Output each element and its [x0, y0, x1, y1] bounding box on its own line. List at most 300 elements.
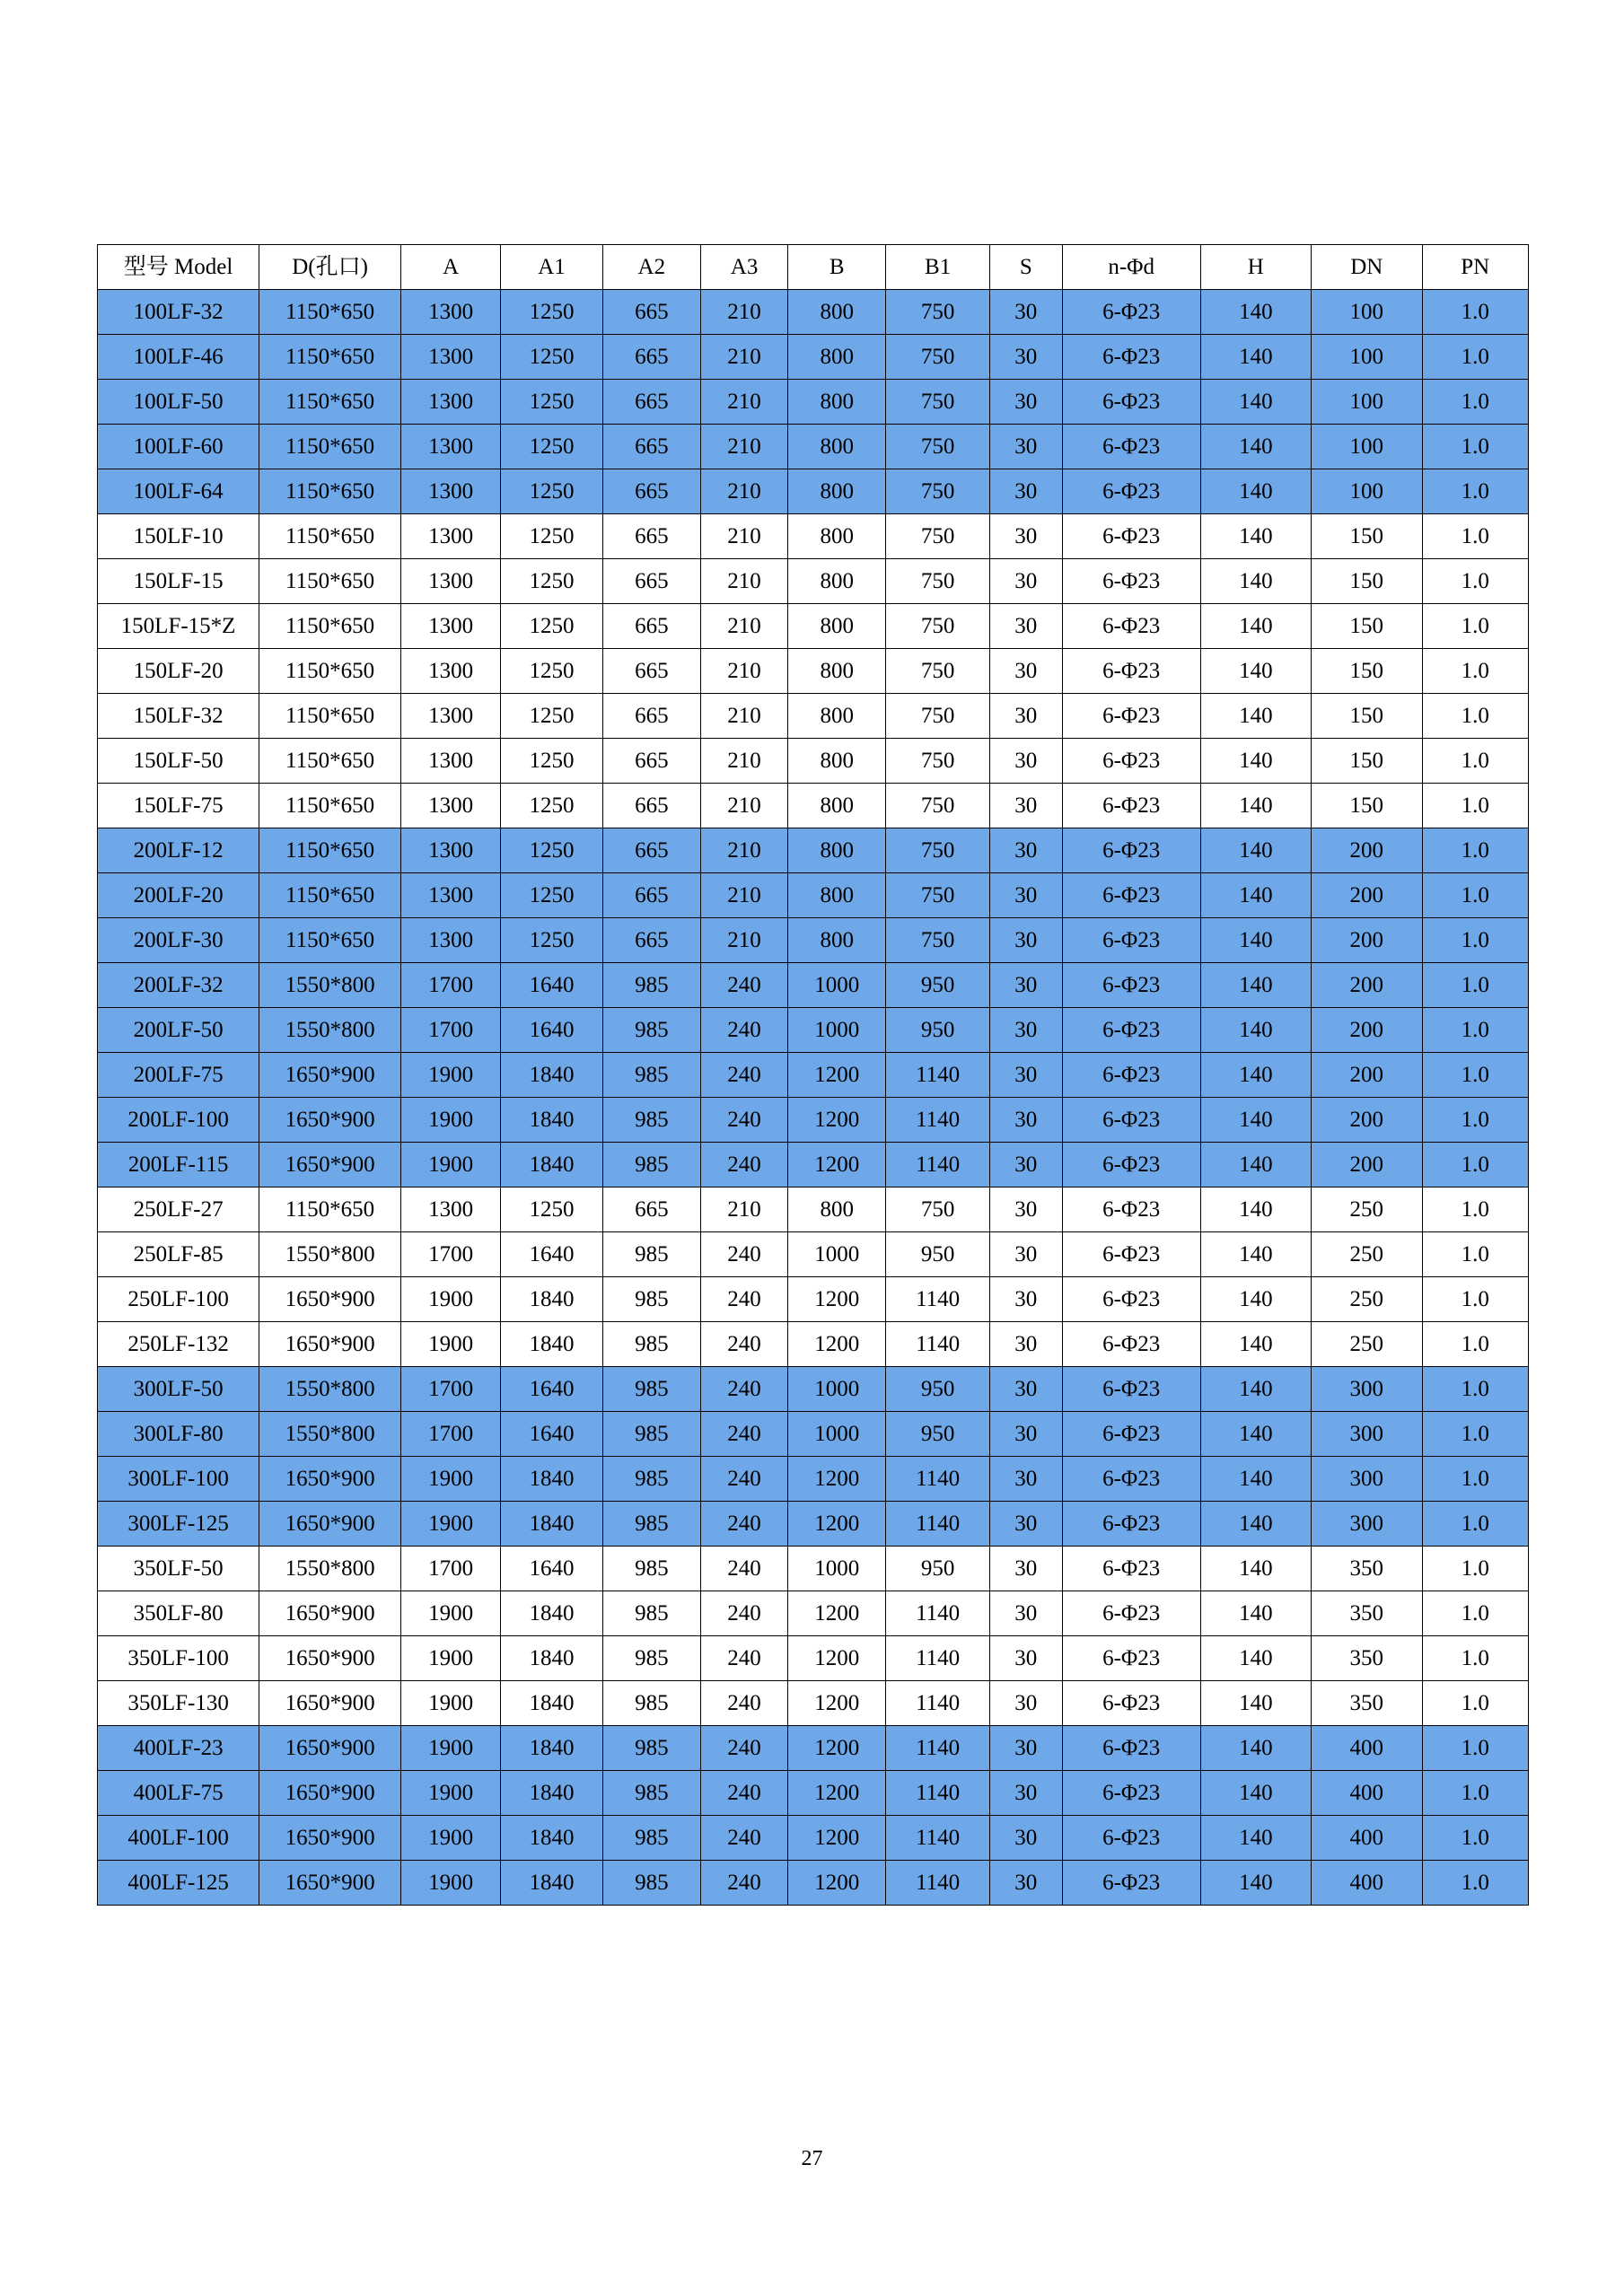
data-cell: 6-Φ23 — [1062, 784, 1200, 828]
data-cell: 150 — [1312, 604, 1422, 649]
data-cell: 1840 — [501, 1591, 602, 1636]
data-cell: 1700 — [401, 1008, 501, 1053]
data-cell: 30 — [989, 1457, 1062, 1502]
data-cell: 1250 — [501, 469, 602, 514]
data-cell: 210 — [700, 694, 787, 739]
data-cell: 200 — [1312, 918, 1422, 963]
data-cell: 140 — [1200, 1636, 1311, 1681]
data-cell: 30 — [989, 873, 1062, 918]
data-cell: 140 — [1200, 1277, 1311, 1322]
data-cell: 30 — [989, 290, 1062, 335]
data-cell: 985 — [602, 963, 700, 1008]
data-cell: 240 — [700, 1098, 787, 1143]
data-cell: 140 — [1200, 828, 1311, 873]
data-cell: 750 — [886, 918, 989, 963]
data-cell: 140 — [1200, 873, 1311, 918]
data-cell: 240 — [700, 1502, 787, 1547]
column-header: D(孔口) — [259, 245, 401, 290]
data-cell: 750 — [886, 828, 989, 873]
table-row — [98, 1861, 1529, 1906]
data-cell: 200 — [1312, 873, 1422, 918]
data-cell: 240 — [700, 1277, 787, 1322]
data-cell: 30 — [989, 963, 1062, 1008]
model-cell: 150LF-20 — [98, 649, 259, 694]
model-cell: 200LF-100 — [98, 1098, 259, 1143]
data-cell: 1640 — [501, 1547, 602, 1591]
data-cell: 800 — [788, 380, 886, 425]
table-body — [98, 290, 1529, 1906]
data-cell: 1.0 — [1422, 1143, 1528, 1187]
data-cell: 1.0 — [1422, 1367, 1528, 1412]
data-cell: 240 — [700, 963, 787, 1008]
table-row — [98, 963, 1529, 1008]
model-cell: 300LF-100 — [98, 1457, 259, 1502]
data-cell: 750 — [886, 784, 989, 828]
data-cell: 1.0 — [1422, 1322, 1528, 1367]
table-row — [98, 1232, 1529, 1277]
data-cell: 665 — [602, 425, 700, 469]
data-cell: 1250 — [501, 694, 602, 739]
table-header-row — [98, 245, 1529, 290]
data-cell: 210 — [700, 649, 787, 694]
table-header — [98, 245, 1529, 290]
data-cell: 800 — [788, 739, 886, 784]
data-cell: 1300 — [401, 425, 501, 469]
data-cell: 1.0 — [1422, 1187, 1528, 1232]
table-row — [98, 1726, 1529, 1771]
data-cell: 30 — [989, 1232, 1062, 1277]
data-cell: 140 — [1200, 1591, 1311, 1636]
column-header: H — [1200, 245, 1311, 290]
data-cell: 1150*650 — [259, 828, 401, 873]
data-cell: 1300 — [401, 739, 501, 784]
data-cell: 1150*650 — [259, 1187, 401, 1232]
data-cell: 1650*900 — [259, 1591, 401, 1636]
data-cell: 1550*800 — [259, 1008, 401, 1053]
data-cell: 6-Φ23 — [1062, 739, 1200, 784]
data-cell: 30 — [989, 784, 1062, 828]
table-row — [98, 1636, 1529, 1681]
data-cell: 1200 — [788, 1861, 886, 1906]
data-cell: 750 — [886, 469, 989, 514]
data-cell: 140 — [1200, 335, 1311, 380]
data-cell: 1900 — [401, 1681, 501, 1726]
data-cell: 800 — [788, 290, 886, 335]
data-cell: 200 — [1312, 963, 1422, 1008]
data-cell: 1250 — [501, 649, 602, 694]
data-cell: 985 — [602, 1232, 700, 1277]
data-cell: 400 — [1312, 1816, 1422, 1861]
data-cell: 1200 — [788, 1726, 886, 1771]
model-cell: 250LF-132 — [98, 1322, 259, 1367]
data-cell: 140 — [1200, 1726, 1311, 1771]
data-cell: 665 — [602, 604, 700, 649]
data-cell: 1.0 — [1422, 1457, 1528, 1502]
data-cell: 30 — [989, 514, 1062, 559]
data-cell: 1300 — [401, 828, 501, 873]
data-cell: 1200 — [788, 1277, 886, 1322]
column-header: A3 — [700, 245, 787, 290]
data-cell: 140 — [1200, 1232, 1311, 1277]
data-cell: 210 — [700, 739, 787, 784]
data-cell: 1140 — [886, 1098, 989, 1143]
model-cell: 400LF-100 — [98, 1816, 259, 1861]
data-cell: 1650*900 — [259, 1457, 401, 1502]
model-cell: 150LF-32 — [98, 694, 259, 739]
data-cell: 1150*650 — [259, 380, 401, 425]
data-cell: 6-Φ23 — [1062, 1053, 1200, 1098]
data-cell: 30 — [989, 335, 1062, 380]
data-cell: 30 — [989, 1412, 1062, 1457]
data-cell: 1000 — [788, 1008, 886, 1053]
data-cell: 30 — [989, 604, 1062, 649]
data-cell: 140 — [1200, 604, 1311, 649]
data-cell: 800 — [788, 425, 886, 469]
data-cell: 750 — [886, 694, 989, 739]
table-row — [98, 1053, 1529, 1098]
data-cell: 1550*800 — [259, 1367, 401, 1412]
data-cell: 200 — [1312, 1098, 1422, 1143]
data-cell: 6-Φ23 — [1062, 1681, 1200, 1726]
data-cell: 1900 — [401, 1726, 501, 1771]
data-cell: 140 — [1200, 1457, 1311, 1502]
data-cell: 1140 — [886, 1816, 989, 1861]
data-cell: 6-Φ23 — [1062, 1771, 1200, 1816]
table-row — [98, 1816, 1529, 1861]
data-cell: 240 — [700, 1681, 787, 1726]
data-cell: 1.0 — [1422, 963, 1528, 1008]
table-row — [98, 514, 1529, 559]
data-cell: 210 — [700, 828, 787, 873]
data-cell: 240 — [700, 1232, 787, 1277]
data-cell: 210 — [700, 873, 787, 918]
data-cell: 1.0 — [1422, 1277, 1528, 1322]
data-cell: 1700 — [401, 1367, 501, 1412]
data-cell: 985 — [602, 1861, 700, 1906]
data-cell: 1150*650 — [259, 739, 401, 784]
data-cell: 140 — [1200, 425, 1311, 469]
data-cell: 1200 — [788, 1771, 886, 1816]
column-header: n-Φd — [1062, 245, 1200, 290]
data-cell: 1.0 — [1422, 1008, 1528, 1053]
data-cell: 950 — [886, 963, 989, 1008]
data-cell: 665 — [602, 290, 700, 335]
data-cell: 30 — [989, 1277, 1062, 1322]
data-cell: 6-Φ23 — [1062, 514, 1200, 559]
data-cell: 1840 — [501, 1143, 602, 1187]
data-cell: 350 — [1312, 1636, 1422, 1681]
data-cell: 1.0 — [1422, 559, 1528, 604]
data-cell: 1250 — [501, 1187, 602, 1232]
table-row — [98, 1457, 1529, 1502]
data-cell: 1000 — [788, 963, 886, 1008]
data-cell: 6-Φ23 — [1062, 1008, 1200, 1053]
data-cell: 1650*900 — [259, 1636, 401, 1681]
data-cell: 1550*800 — [259, 1547, 401, 1591]
data-cell: 6-Φ23 — [1062, 918, 1200, 963]
data-cell: 665 — [602, 559, 700, 604]
data-cell: 1300 — [401, 335, 501, 380]
data-cell: 240 — [700, 1771, 787, 1816]
data-cell: 1640 — [501, 1232, 602, 1277]
data-cell: 140 — [1200, 1861, 1311, 1906]
data-cell: 1250 — [501, 514, 602, 559]
data-cell: 1.0 — [1422, 335, 1528, 380]
data-cell: 1.0 — [1422, 1816, 1528, 1861]
data-cell: 750 — [886, 380, 989, 425]
data-cell: 985 — [602, 1053, 700, 1098]
data-cell: 1150*650 — [259, 425, 401, 469]
data-cell: 400 — [1312, 1861, 1422, 1906]
data-cell: 1650*900 — [259, 1771, 401, 1816]
data-cell: 240 — [700, 1861, 787, 1906]
data-cell: 140 — [1200, 1816, 1311, 1861]
column-header: S — [989, 245, 1062, 290]
model-cell: 350LF-80 — [98, 1591, 259, 1636]
data-cell: 210 — [700, 425, 787, 469]
data-cell: 150 — [1312, 559, 1422, 604]
data-cell: 1250 — [501, 739, 602, 784]
data-cell: 665 — [602, 1187, 700, 1232]
data-cell: 140 — [1200, 1367, 1311, 1412]
data-cell: 665 — [602, 335, 700, 380]
data-cell: 985 — [602, 1008, 700, 1053]
data-cell: 140 — [1200, 514, 1311, 559]
data-cell: 1840 — [501, 1636, 602, 1681]
data-cell: 1.0 — [1422, 1053, 1528, 1098]
data-cell: 1.0 — [1422, 1681, 1528, 1726]
data-cell: 985 — [602, 1098, 700, 1143]
table-row — [98, 559, 1529, 604]
data-cell: 6-Φ23 — [1062, 1143, 1200, 1187]
data-cell: 6-Φ23 — [1062, 694, 1200, 739]
data-cell: 750 — [886, 604, 989, 649]
data-cell: 1.0 — [1422, 604, 1528, 649]
column-header: B — [788, 245, 886, 290]
model-cell: 200LF-12 — [98, 828, 259, 873]
data-cell: 800 — [788, 1187, 886, 1232]
data-cell: 1200 — [788, 1143, 886, 1187]
data-cell: 250 — [1312, 1232, 1422, 1277]
data-cell: 1140 — [886, 1277, 989, 1322]
data-cell: 140 — [1200, 784, 1311, 828]
data-cell: 985 — [602, 1502, 700, 1547]
data-cell: 1140 — [886, 1457, 989, 1502]
data-cell: 6-Φ23 — [1062, 1726, 1200, 1771]
data-cell: 1300 — [401, 514, 501, 559]
model-cell: 400LF-23 — [98, 1726, 259, 1771]
data-cell: 800 — [788, 514, 886, 559]
data-cell: 1200 — [788, 1053, 886, 1098]
model-cell: 150LF-15*Z — [98, 604, 259, 649]
column-header: 型号 Model — [98, 245, 259, 290]
table-row — [98, 1322, 1529, 1367]
data-cell: 400 — [1312, 1771, 1422, 1816]
data-cell: 140 — [1200, 1502, 1311, 1547]
column-header: A2 — [602, 245, 700, 290]
model-cell: 300LF-125 — [98, 1502, 259, 1547]
data-cell: 30 — [989, 739, 1062, 784]
data-cell: 750 — [886, 425, 989, 469]
data-cell: 210 — [700, 335, 787, 380]
data-cell: 950 — [886, 1367, 989, 1412]
data-cell: 1640 — [501, 1008, 602, 1053]
data-cell: 6-Φ23 — [1062, 1367, 1200, 1412]
data-cell: 6-Φ23 — [1062, 1502, 1200, 1547]
data-cell: 30 — [989, 1008, 1062, 1053]
data-cell: 6-Φ23 — [1062, 380, 1200, 425]
data-cell: 6-Φ23 — [1062, 559, 1200, 604]
data-cell: 140 — [1200, 469, 1311, 514]
data-cell: 800 — [788, 873, 886, 918]
data-cell: 210 — [700, 290, 787, 335]
data-cell: 210 — [700, 469, 787, 514]
data-cell: 150 — [1312, 649, 1422, 694]
data-cell: 1150*650 — [259, 873, 401, 918]
data-cell: 140 — [1200, 1771, 1311, 1816]
data-cell: 210 — [700, 514, 787, 559]
data-cell: 140 — [1200, 1143, 1311, 1187]
data-cell: 6-Φ23 — [1062, 425, 1200, 469]
data-cell: 30 — [989, 559, 1062, 604]
data-cell: 100 — [1312, 425, 1422, 469]
column-header: A — [401, 245, 501, 290]
data-cell: 665 — [602, 469, 700, 514]
data-cell: 750 — [886, 649, 989, 694]
data-cell: 240 — [700, 1367, 787, 1412]
data-cell: 1200 — [788, 1322, 886, 1367]
data-cell: 1840 — [501, 1816, 602, 1861]
table-row — [98, 1367, 1529, 1412]
data-cell: 1250 — [501, 559, 602, 604]
data-cell: 985 — [602, 1547, 700, 1591]
data-cell: 1700 — [401, 963, 501, 1008]
data-cell: 800 — [788, 469, 886, 514]
data-cell: 1900 — [401, 1816, 501, 1861]
data-cell: 1200 — [788, 1098, 886, 1143]
data-cell: 800 — [788, 649, 886, 694]
model-cell: 300LF-50 — [98, 1367, 259, 1412]
data-cell: 30 — [989, 1861, 1062, 1906]
page-number: 27 — [801, 2147, 823, 2170]
data-cell: 1840 — [501, 1457, 602, 1502]
data-cell: 140 — [1200, 1053, 1311, 1098]
data-cell: 150 — [1312, 514, 1422, 559]
data-cell: 6-Φ23 — [1062, 873, 1200, 918]
data-cell: 1140 — [886, 1636, 989, 1681]
data-cell: 1900 — [401, 1053, 501, 1098]
data-cell: 240 — [700, 1547, 787, 1591]
table-row — [98, 1098, 1529, 1143]
data-cell: 1.0 — [1422, 918, 1528, 963]
data-cell: 350 — [1312, 1591, 1422, 1636]
data-cell: 1900 — [401, 1861, 501, 1906]
table-row — [98, 604, 1529, 649]
data-cell: 985 — [602, 1591, 700, 1636]
data-cell: 140 — [1200, 1187, 1311, 1232]
data-cell: 140 — [1200, 739, 1311, 784]
data-cell: 1.0 — [1422, 739, 1528, 784]
data-cell: 1900 — [401, 1502, 501, 1547]
table-row — [98, 1277, 1529, 1322]
data-cell: 1.0 — [1422, 1771, 1528, 1816]
data-cell: 985 — [602, 1322, 700, 1367]
data-cell: 30 — [989, 1053, 1062, 1098]
data-cell: 6-Φ23 — [1062, 604, 1200, 649]
model-cell: 100LF-64 — [98, 469, 259, 514]
data-cell: 150 — [1312, 739, 1422, 784]
data-cell: 985 — [602, 1277, 700, 1322]
data-cell: 1250 — [501, 604, 602, 649]
data-cell: 30 — [989, 918, 1062, 963]
data-cell: 140 — [1200, 1681, 1311, 1726]
data-cell: 1300 — [401, 604, 501, 649]
data-cell: 1200 — [788, 1457, 886, 1502]
data-cell: 1250 — [501, 828, 602, 873]
data-cell: 30 — [989, 1187, 1062, 1232]
data-cell: 140 — [1200, 694, 1311, 739]
data-cell: 140 — [1200, 380, 1311, 425]
data-cell: 1840 — [501, 1861, 602, 1906]
data-cell: 30 — [989, 1771, 1062, 1816]
model-cell: 150LF-15 — [98, 559, 259, 604]
data-cell: 6-Φ23 — [1062, 963, 1200, 1008]
data-cell: 1.0 — [1422, 1591, 1528, 1636]
model-cell: 300LF-80 — [98, 1412, 259, 1457]
data-cell: 30 — [989, 469, 1062, 514]
data-cell: 240 — [700, 1322, 787, 1367]
data-cell: 1650*900 — [259, 1816, 401, 1861]
data-cell: 1.0 — [1422, 380, 1528, 425]
data-cell: 665 — [602, 739, 700, 784]
data-cell: 350 — [1312, 1681, 1422, 1726]
data-cell: 1200 — [788, 1502, 886, 1547]
data-cell: 985 — [602, 1726, 700, 1771]
data-cell: 985 — [602, 1816, 700, 1861]
data-cell: 200 — [1312, 1143, 1422, 1187]
data-cell: 140 — [1200, 918, 1311, 963]
data-cell: 1900 — [401, 1098, 501, 1143]
data-cell: 30 — [989, 1143, 1062, 1187]
model-cell: 150LF-50 — [98, 739, 259, 784]
data-cell: 210 — [700, 604, 787, 649]
table-row — [98, 1547, 1529, 1591]
data-cell: 985 — [602, 1681, 700, 1726]
model-cell: 200LF-75 — [98, 1053, 259, 1098]
data-cell: 1300 — [401, 1187, 501, 1232]
data-cell: 200 — [1312, 1008, 1422, 1053]
data-cell: 750 — [886, 290, 989, 335]
data-cell: 140 — [1200, 963, 1311, 1008]
table-row — [98, 380, 1529, 425]
model-cell: 150LF-10 — [98, 514, 259, 559]
data-cell: 30 — [989, 1547, 1062, 1591]
table-row — [98, 918, 1529, 963]
data-cell: 210 — [700, 918, 787, 963]
data-cell: 1140 — [886, 1143, 989, 1187]
table-row — [98, 1681, 1529, 1726]
data-cell: 6-Φ23 — [1062, 335, 1200, 380]
data-cell: 800 — [788, 694, 886, 739]
data-cell: 1640 — [501, 963, 602, 1008]
model-cell: 350LF-100 — [98, 1636, 259, 1681]
data-cell: 150 — [1312, 694, 1422, 739]
data-cell: 1700 — [401, 1412, 501, 1457]
data-cell: 6-Φ23 — [1062, 1636, 1200, 1681]
data-cell: 985 — [602, 1143, 700, 1187]
data-cell: 800 — [788, 784, 886, 828]
data-cell: 100 — [1312, 380, 1422, 425]
